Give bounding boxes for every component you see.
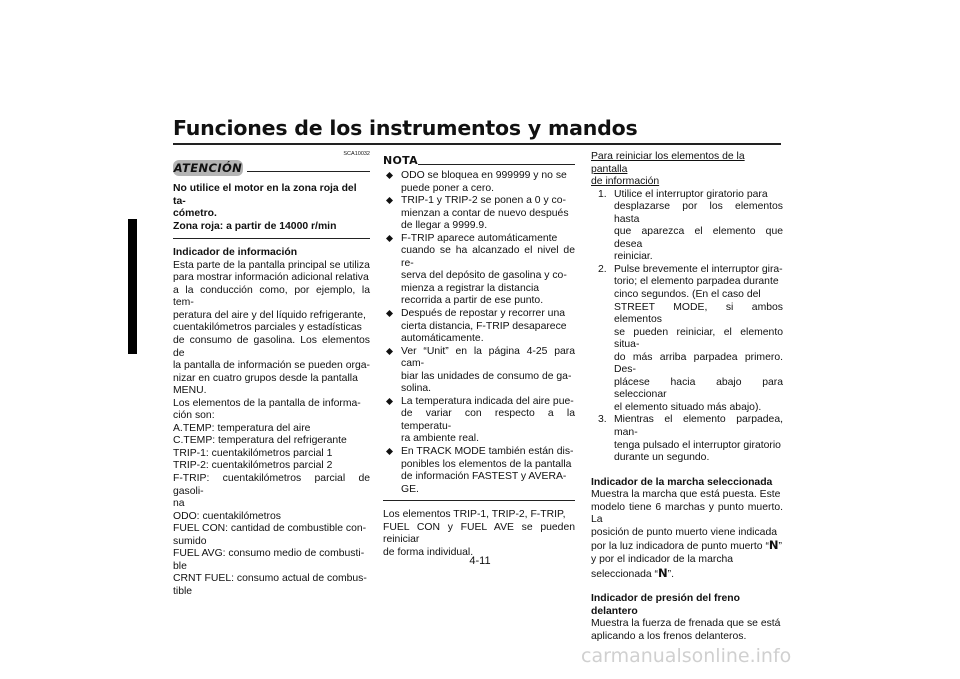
info-line: ble xyxy=(173,560,187,572)
step-number: 3. xyxy=(598,414,607,426)
nota-bullet-line: recorrida a partir de ese punto. xyxy=(401,295,544,307)
step-line: que aparezca el elemento que desea xyxy=(614,226,783,250)
nota-bullet-line: biar las unidades de consumo de ga- xyxy=(401,370,572,382)
nota-bullet-line: automáticamente. xyxy=(401,333,484,345)
info-line: Los elementos de la pantalla de informa- xyxy=(173,397,361,409)
brake-line: aplicando a los frenos delanteros. xyxy=(591,630,747,642)
nota-rule xyxy=(418,164,575,165)
brake-body xyxy=(591,618,783,643)
neutral-indicator-icon: N xyxy=(768,538,779,553)
reset-step xyxy=(591,264,783,415)
reset-note-line: de forma individual. xyxy=(383,546,474,558)
nota-bullet-item xyxy=(383,346,575,396)
info-line: FUEL AVG: consumo medio de combusti- xyxy=(173,548,365,560)
info-line: ción son: xyxy=(173,410,215,422)
nota-header xyxy=(383,155,575,169)
nota-bullet-line: cierta distancia, F-TRIP desaparece xyxy=(401,320,567,332)
info-line: tible xyxy=(173,585,193,597)
warning-line: cómetro. xyxy=(173,208,217,220)
diamond-bullet-icon xyxy=(386,235,393,242)
nota-bullet-item xyxy=(383,396,575,446)
gear-indicator-icon: N xyxy=(658,565,668,580)
nota-bullet-line: En TRACK MODE también están dis- xyxy=(401,446,574,458)
info-line: peratura del aire y del líquido refrigerante, xyxy=(173,309,366,321)
reset-step xyxy=(591,189,783,264)
step-line: cinco segundos. (En el caso del xyxy=(614,289,761,301)
step-number: 2. xyxy=(598,263,607,275)
warning-line: No utilice el motor en la zona roja del ta- xyxy=(173,183,357,207)
nota-bullet-item xyxy=(383,170,575,195)
title-rule xyxy=(173,143,781,145)
info-line: sumido xyxy=(173,535,207,547)
info-line: na xyxy=(173,498,185,510)
info-line: F-TRIP: cuentakilómetros parcial de gasoli- xyxy=(173,473,370,497)
gear-line-text: seleccionada “ xyxy=(591,568,659,580)
diamond-bullet-icon xyxy=(386,398,393,405)
info-line: TRIP-2: cuentakilómetros parcial 2 xyxy=(173,460,333,472)
nota-bullet-line: F-TRIP aparece automáticamente xyxy=(401,232,558,244)
step-line: plácese hacia abajo para seleccionar xyxy=(614,376,783,401)
nota-bullet-line: de llegar a 9999.9. xyxy=(401,220,488,232)
reset-heading-line: Para reiniciar los elementos de la pantalla xyxy=(591,151,745,175)
watermark: carmanualsonline.info xyxy=(581,645,792,667)
step-line: Utilice el interruptor giratorio para xyxy=(614,188,768,200)
nota-bullet-line: Después de repostar y recorrer una xyxy=(401,308,566,320)
step-line: el elemento situado más abajo). xyxy=(614,401,762,413)
reset-heading-line: de información xyxy=(591,176,660,188)
nota-bullet-item xyxy=(383,233,575,308)
page-number: 4-11 xyxy=(469,555,491,567)
info-line: a la conducción como, por ejemplo, la tem- xyxy=(173,284,370,309)
step-line: tenga pulsado el interruptor giratorio xyxy=(614,439,781,451)
nota-label: NOTA xyxy=(383,154,418,167)
reset-heading xyxy=(591,151,783,189)
step-line: durante un segundo. xyxy=(614,452,710,464)
reset-note xyxy=(383,509,575,559)
nota-bullet-line: ODO se bloquea en 999999 y no se xyxy=(401,170,567,181)
nota-bullet-line: puede poner a cero. xyxy=(401,182,495,194)
diamond-bullet-icon xyxy=(386,197,393,204)
step-line: reiniciar. xyxy=(614,251,653,263)
brake-heading: Indicador de presión del freno delantero xyxy=(591,593,740,617)
step-line: do más arriba parpadea primero. Des- xyxy=(614,351,783,376)
info-line: cuentakilómetros parciales y estadísticas xyxy=(173,322,362,334)
diamond-bullet-icon xyxy=(386,310,393,317)
diamond-bullet-icon xyxy=(386,172,393,179)
page-title: Funciones de los instrumentos y mandos xyxy=(173,116,638,140)
info-line: nizar en cuatro grupos desde la pantalla xyxy=(173,372,358,384)
nota-bullet-line: mienzan a contar de nuevo después xyxy=(401,207,569,219)
step-line: torio; el elemento parpadea durante xyxy=(614,276,779,288)
info-line: de consumo de gasolina. Los elementos de xyxy=(173,335,370,359)
attention-rule xyxy=(247,171,370,172)
nota-bullet-line: cuando se ha alcanzado el nivel de re- xyxy=(401,245,575,269)
info-line: para mostrar información adicional relativa xyxy=(173,272,369,284)
attention-label: ATENCIÓN xyxy=(173,161,243,175)
info-line: MENU. xyxy=(173,385,207,397)
gear-heading: Indicador de la marcha seleccionada xyxy=(591,476,773,488)
gear-line: y por el indicador de la marcha xyxy=(591,553,734,565)
warning-code: SCA10032 xyxy=(343,151,370,157)
gear-line-text: ”. xyxy=(667,568,674,580)
diamond-bullet-icon xyxy=(386,348,393,355)
nota-bullet-line: TRIP-1 y TRIP-2 se ponen a 0 y co- xyxy=(401,195,566,207)
info-line: Esta parte de la pantalla principal se utiliza xyxy=(173,259,370,271)
nota-bullet-line: de información FASTEST y AVERA- xyxy=(401,471,567,483)
step-line: STREET MODE, si ambos elementos xyxy=(614,301,783,326)
gear-line-text: por la luz indicadora de punto muerto “ xyxy=(591,541,769,553)
nota-bullet-line: Ver “Unit” en la página 4-25 para cam- xyxy=(401,345,575,370)
nota-bullet-list xyxy=(383,169,575,501)
step-line: desplazarse por los elementos hasta xyxy=(614,201,783,225)
nota-bullet-item xyxy=(383,308,575,346)
reset-note-line: Los elementos TRIP-1, TRIP-2, F-TRIP, xyxy=(383,509,566,521)
gear-line-text: ” xyxy=(778,541,782,553)
chapter-tab xyxy=(128,219,137,354)
info-line: CRNT FUEL: consumo actual de combus- xyxy=(173,573,367,585)
column-3 xyxy=(591,151,783,643)
nota-bullet-line: La temperatura indicada del aire pue- xyxy=(401,395,574,407)
nota-bullet-line: de variar con respecto a la temperatu- xyxy=(401,408,575,432)
column-2 xyxy=(383,155,575,559)
brake-line: Muestra la fuerza de frenada que se está xyxy=(591,618,781,630)
chapter-number: 4 xyxy=(128,250,137,264)
info-heading: Indicador de información xyxy=(173,247,298,259)
nota-bullet-line: solina. xyxy=(401,383,432,395)
nota-bullet-item xyxy=(383,446,575,496)
step-line: se pueden reiniciar, el elemento situa- xyxy=(614,326,783,351)
info-line: la pantalla de información se pueden orga- xyxy=(173,360,370,372)
reset-steps xyxy=(591,189,783,465)
gear-line: posición de punto muerto viene indicada xyxy=(591,526,778,538)
gear-body xyxy=(591,489,783,581)
nota-bullet-line: serva del depósito de gasolina y co- xyxy=(401,270,567,282)
step-line: Pulse brevemente el interruptor gira- xyxy=(614,263,783,275)
info-line: TRIP-1: cuentakilómetros parcial 1 xyxy=(173,447,333,459)
step-line: Mientras el elemento parpadea, man- xyxy=(614,414,783,439)
gear-line xyxy=(591,539,783,554)
info-line: C.TEMP: temperatura del refrigerante xyxy=(173,435,347,447)
step-number: 1. xyxy=(598,188,607,200)
warning-line: Zona roja: a partir de 14000 r/min xyxy=(173,220,337,232)
gear-line: modelo tiene 6 marchas y punto muerto. La xyxy=(591,501,783,526)
nota-bullet-line: mienza a registrar la distancia xyxy=(401,282,540,294)
info-line: ODO: cuentakilómetros xyxy=(173,510,281,522)
attention-body xyxy=(173,178,370,239)
info-body xyxy=(173,260,370,599)
reset-note-line: FUEL CON y FUEL AVE se pueden reiniciar xyxy=(383,521,575,546)
nota-bullet-line: ponibles los elementos de la pantalla xyxy=(401,458,572,470)
reset-step xyxy=(591,414,783,464)
info-line: A.TEMP: temperatura del aire xyxy=(173,422,311,434)
gear-line xyxy=(591,567,783,582)
info-line: FUEL CON: cantidad de combustible con- xyxy=(173,523,367,535)
nota-bullet-line: GE. xyxy=(401,483,419,495)
column-1 xyxy=(173,150,370,599)
nota-bullet-line: ra ambiente real. xyxy=(401,433,479,445)
gear-line: Muestra la marcha que está puesta. Este xyxy=(591,489,781,501)
attention-header xyxy=(173,160,370,178)
diamond-bullet-icon xyxy=(386,448,393,455)
nota-bullet-item xyxy=(383,195,575,233)
